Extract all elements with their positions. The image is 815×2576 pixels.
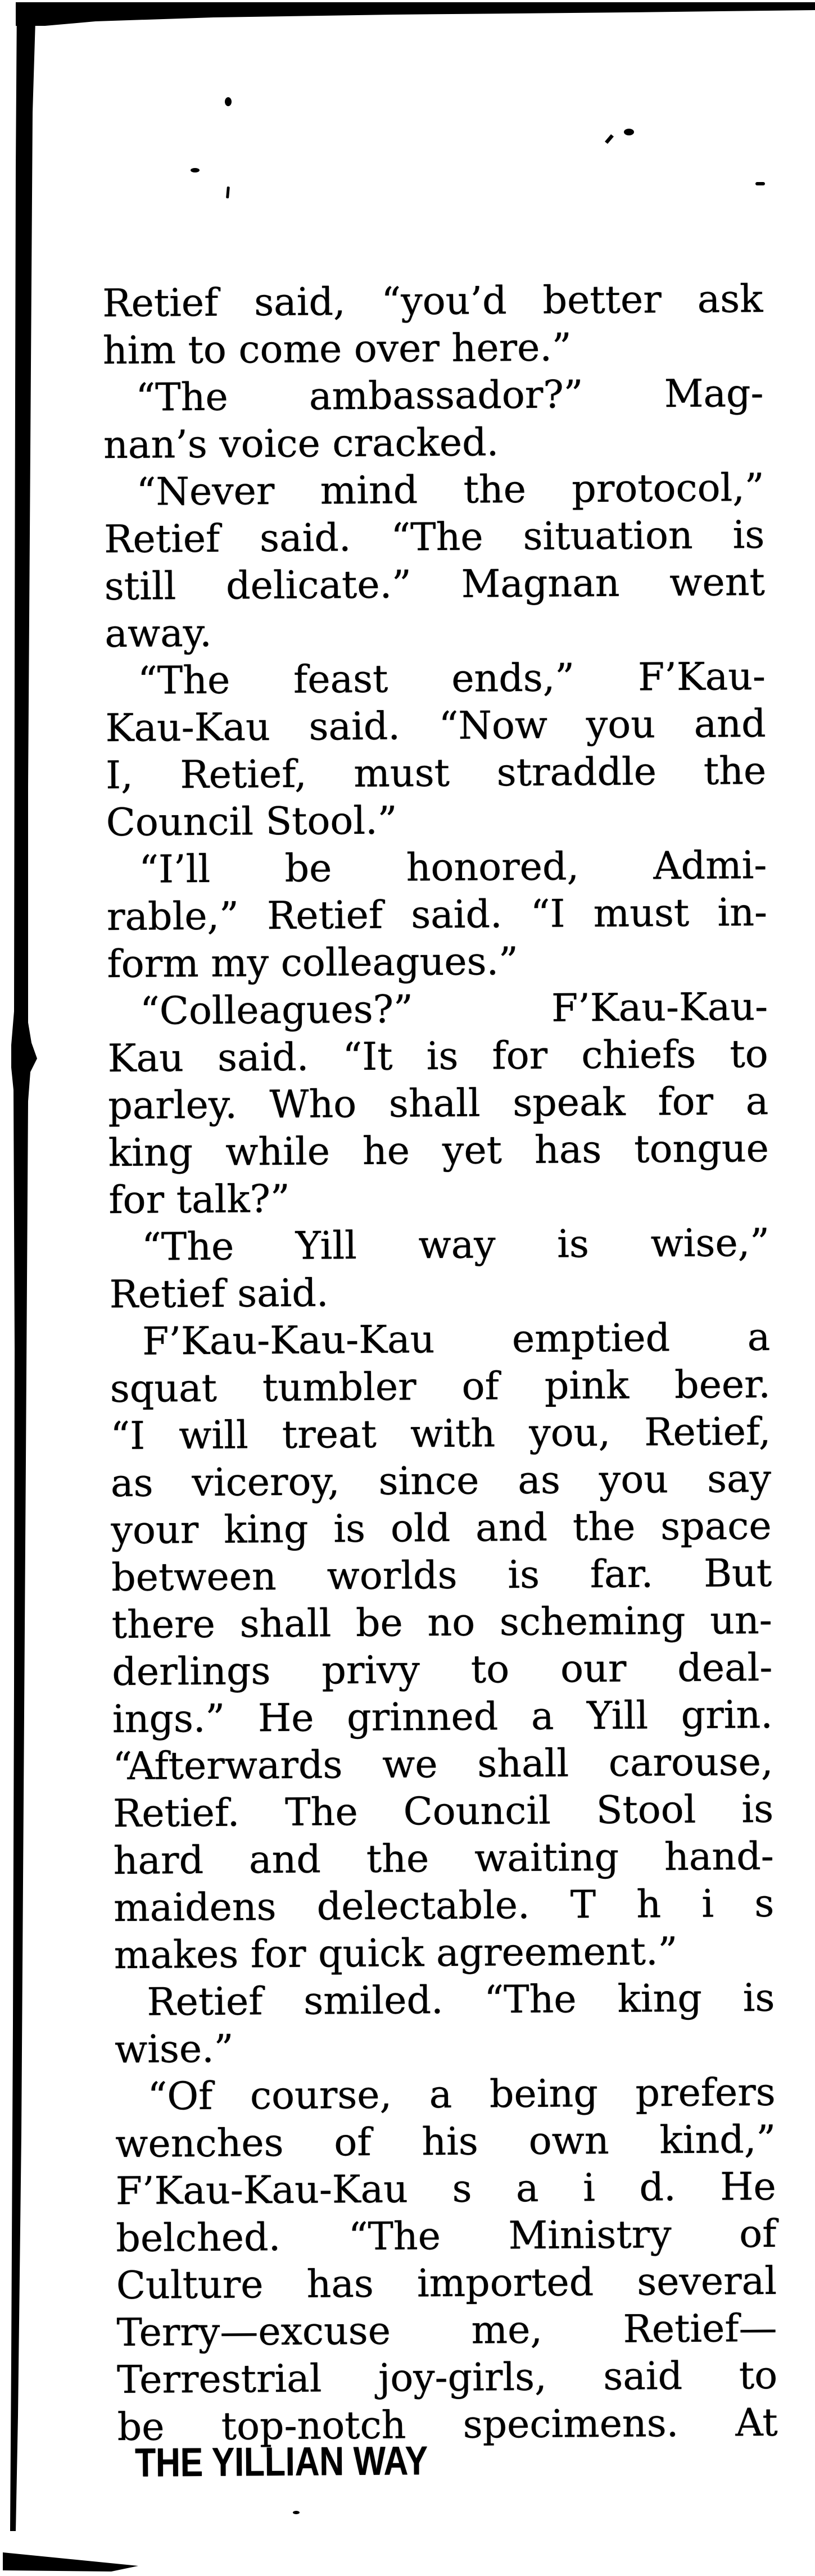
text-line: as viceroy, since as you say	[110, 1456, 772, 1506]
text-line: Council Stool.”	[106, 798, 397, 846]
ink-speck-icon	[191, 168, 200, 172]
text-line: parley. Who shall speak for a	[108, 1079, 769, 1129]
text-line: Retief said, “you’d better ask	[102, 276, 763, 326]
text-line: “The ambassador?” Mag-	[135, 371, 764, 420]
text-line: your king is old and the space	[111, 1503, 772, 1553]
ink-speck-icon	[755, 182, 765, 185]
text-line: Retief smiled. “The king is	[147, 1975, 775, 2025]
text-line: squat tumbler of pink beer.	[110, 1362, 771, 1412]
text-line: derlings privy to our deal-	[112, 1645, 773, 1695]
scan-border-left-icon	[10, 2, 37, 2531]
scan-corner-wedge-icon	[3, 2552, 138, 2572]
scan-border-top-icon	[16, 2, 815, 26]
ink-speck-icon	[605, 134, 614, 144]
text-line: “I will treat with you, Retief,	[110, 1409, 771, 1459]
text-line: “Colleagues?” F’Kau-Kau-	[139, 984, 768, 1034]
text-line: between worlds is far. But	[111, 1551, 772, 1601]
page-text-column	[102, 276, 778, 2528]
ink-speck-icon	[226, 187, 230, 198]
text-line: “The Yill way is wise,”	[141, 1220, 770, 1270]
ink-speck-icon	[225, 97, 232, 106]
text-line: “I’ll be honored, Admi-	[139, 843, 767, 892]
text-line: him to come over here.”	[102, 325, 572, 374]
text-line: “Never mind the protocol,”	[136, 465, 764, 515]
text-line: Terry—excuse me, Retief—	[116, 2306, 777, 2356]
text-line: F’Kau-Kau-Kau s a i d. He	[115, 2164, 777, 2214]
text-line: Retief. The Council Stool is	[112, 1787, 774, 1837]
running-title: THE YILLIAN WAY	[134, 2438, 428, 2486]
text-line: Terrestrial joy-girls, said to	[116, 2353, 778, 2403]
text-line: be top-notch specimens. At	[117, 2400, 778, 2450]
text-line: makes for quick agreement.”	[114, 1929, 678, 1978]
text-line: for talk?”	[108, 1176, 291, 1223]
text-line: there shall be no scheming un-	[111, 1598, 773, 1648]
text-line: “Afterwards we shall carouse,	[112, 1739, 773, 1789]
text-line: hard and the waiting hand-	[113, 1834, 774, 1884]
text-line: Kau said. “It is for chiefs to	[107, 1032, 768, 1082]
text-line: king while he yet has tongue	[108, 1126, 769, 1176]
text-line: Retief said. “The situation is	[103, 512, 765, 562]
text-line: maidens delectable. T h i s	[114, 1881, 775, 1931]
text-line: F’Kau-Kau-Kau emptied a	[142, 1315, 771, 1364]
ink-speck-icon	[624, 129, 634, 135]
text-line: wenches of his own kind,”	[115, 2117, 776, 2167]
text-line: form my colleagues.”	[107, 939, 519, 987]
text-line: wise.”	[114, 2027, 234, 2073]
text-line: I, Retief, must straddle the	[105, 748, 767, 798]
text-line: Retief said.	[109, 1271, 329, 1317]
text-line: still delicate.” Magnan went	[104, 560, 766, 610]
text-line: nan’s voice cracked.	[103, 420, 499, 468]
body-text	[102, 276, 778, 2451]
text-line: Culture has imported several	[116, 2259, 777, 2309]
text-line: away.	[105, 611, 212, 657]
text-line: ings.” He grinned a Yill grin.	[112, 1692, 773, 1742]
text-line: rable,” Retief said. “I must in-	[106, 890, 768, 940]
text-line: “Of course, a being prefers	[147, 2070, 776, 2119]
text-line: “The feast ends,” F’Kau-	[137, 654, 766, 703]
text-line: belched. “The Ministry of	[116, 2211, 777, 2261]
text-line: Kau-Kau said. “Now you and	[105, 701, 766, 751]
